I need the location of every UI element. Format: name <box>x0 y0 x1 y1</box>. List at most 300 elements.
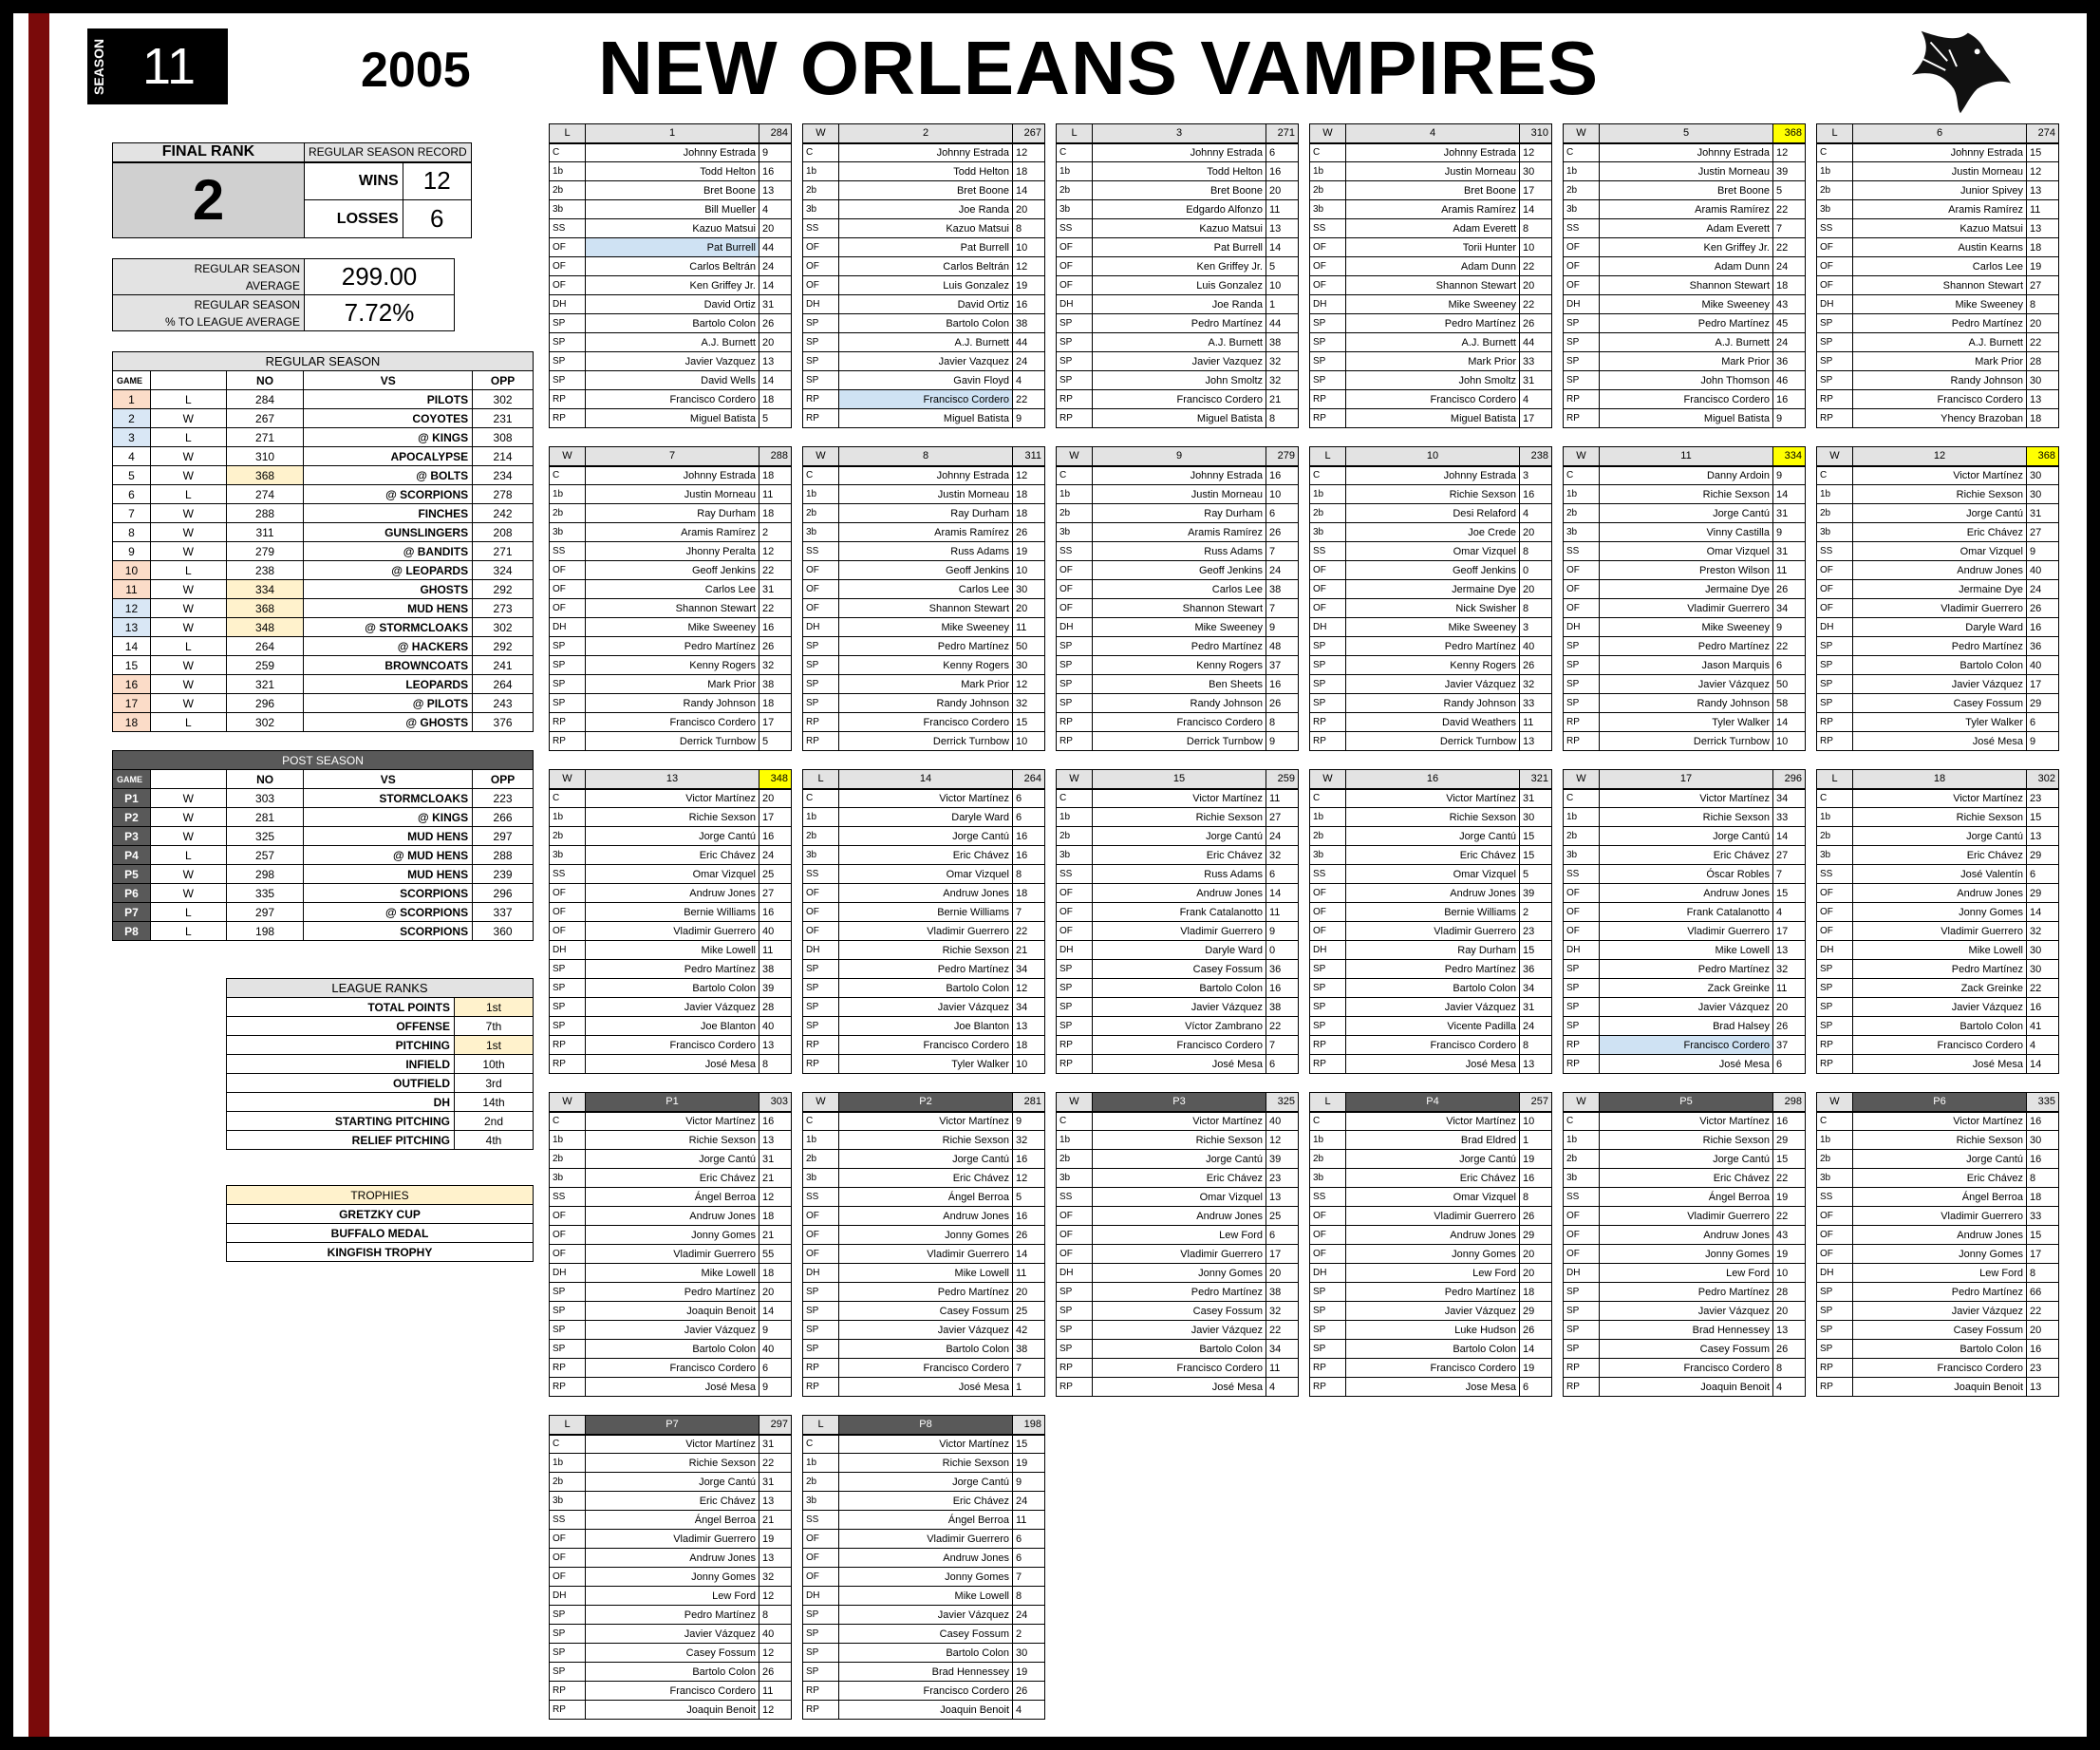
lineup-row <box>803 371 1045 390</box>
game-result-badge: L <box>1817 124 1853 143</box>
game-opponent: @ LEOPARDS <box>304 561 473 580</box>
lineup-points: 29 <box>1773 1131 1806 1150</box>
game-box-total: 334 <box>1773 447 1806 466</box>
rank-category: OUTFIELD <box>227 1074 455 1093</box>
lineup-player: Ray Durham <box>1346 941 1520 960</box>
game-box-label: P1 <box>586 1093 759 1112</box>
lineup-position: 3b <box>550 1169 586 1188</box>
lineup-position: 1b <box>550 808 586 827</box>
lineup-points: 15 <box>2027 143 2059 162</box>
lineup-position: DH <box>1057 1264 1093 1283</box>
lineup-player: Javier Vázquez <box>839 998 1013 1017</box>
lineup-position: RP <box>1817 713 1853 732</box>
lineup-player: Ken Griffey Jr. <box>1600 238 1773 257</box>
lineup-position: 3b <box>1817 846 1853 865</box>
lineup-player: Richie Sexson <box>839 941 1013 960</box>
lineup-player: Todd Helton <box>1093 162 1266 181</box>
lineup-position: SS <box>550 865 586 884</box>
lineup-row <box>1310 922 1552 941</box>
lineup-points: 32 <box>1266 352 1299 371</box>
regular-season-row <box>113 618 534 637</box>
lineup-player: Eric Chávez <box>1346 1169 1520 1188</box>
lineup-position: SP <box>550 1606 586 1625</box>
post-col-game: GAME <box>113 770 151 789</box>
game-result-badge: W <box>550 770 586 789</box>
lineup-position: OF <box>550 1530 586 1549</box>
lineup-points: 40 <box>2027 561 2059 580</box>
lineup-row <box>803 1606 1045 1625</box>
lineup-player: Casey Fossum <box>1093 1302 1266 1321</box>
post-col-no: NO <box>226 770 304 789</box>
lineup-row <box>1310 295 1552 314</box>
lineup-position: C <box>550 466 586 485</box>
lineup-points: 8 <box>1520 542 1552 561</box>
lineup-player: Victor Martínez <box>1853 466 2027 485</box>
lineup-player: Randy Johnson <box>1600 694 1773 713</box>
lineup-points: 26 <box>1773 1340 1806 1359</box>
lineup-player: Justin Morneau <box>586 485 759 504</box>
trophy-row <box>227 1205 534 1224</box>
lineup-position: OF <box>1817 599 1853 618</box>
lineup-row <box>550 1473 792 1492</box>
lineup-position: SP <box>1057 1340 1093 1359</box>
lineup-row <box>1817 732 2059 751</box>
lineup-player: Francisco Cordero <box>839 390 1013 409</box>
lineup-row <box>803 1568 1045 1587</box>
lineup-player: Pedro Martínez <box>1093 637 1266 656</box>
lineup-position: RP <box>550 713 586 732</box>
lineup-points: 8 <box>759 1606 792 1625</box>
lineup-position: 2b <box>1564 504 1600 523</box>
lineup-row <box>1817 409 2059 428</box>
lineup-player: Javier Vázquez <box>1600 675 1773 694</box>
season-number: 11 <box>141 38 197 95</box>
lineup-position: SP <box>1057 637 1093 656</box>
lineup-points: 22 <box>1520 295 1552 314</box>
game-opponent: @ BOLTS <box>304 466 473 485</box>
lineup-row <box>550 1359 792 1378</box>
lineup-position: C <box>1057 143 1093 162</box>
team-name: NEW ORLEANS VAMPIRES <box>598 26 1600 110</box>
game-number: 15 <box>113 656 151 675</box>
lineup-position: 3b <box>1057 200 1093 219</box>
rank-value: 2nd <box>455 1112 534 1131</box>
game-opponent: APOCALYPSE <box>304 447 473 466</box>
lineup-row <box>1310 143 1552 162</box>
lineup-row <box>1564 352 1806 371</box>
league-ranks <box>226 978 534 1150</box>
lineup-player: Francisco Cordero <box>586 1036 759 1055</box>
lineup-points: 17 <box>1520 181 1552 200</box>
lineup-player: Carlos Lee <box>839 580 1013 599</box>
lineup-player: Eric Chávez <box>586 1169 759 1188</box>
lineup-position: OF <box>550 903 586 922</box>
post-game-score: 257 <box>226 846 304 865</box>
game-result-badge: W <box>1564 124 1600 143</box>
lineup-player: Brad Halsey <box>1600 1017 1773 1036</box>
lineup-row <box>1564 200 1806 219</box>
post-game-number: P5 <box>113 865 151 884</box>
lineup-row <box>1564 1283 1806 1302</box>
lineup-position: DH <box>803 941 839 960</box>
game-box-header <box>1817 447 2059 466</box>
lineup-row <box>803 656 1045 675</box>
lineup-position: SP <box>1817 960 1853 979</box>
lineup-points: 19 <box>1520 1359 1552 1378</box>
lineup-points: 31 <box>759 1473 792 1492</box>
lineup-position: SP <box>803 1625 839 1644</box>
lineup-player: Mike Lowell <box>839 1264 1013 1283</box>
lineup-row <box>1310 352 1552 371</box>
post-game-result: W <box>150 827 226 846</box>
lineup-points: 20 <box>1266 1264 1299 1283</box>
lineup-player: Francisco Cordero <box>586 1359 759 1378</box>
lineup-position: C <box>1564 1112 1600 1131</box>
lineup-points: 3 <box>1520 466 1552 485</box>
lineup-points: 30 <box>1520 162 1552 181</box>
game-opp-score: 302 <box>473 618 534 637</box>
lineup-position: 3b <box>550 200 586 219</box>
lineup-position: OF <box>803 1226 839 1245</box>
lineup-points: 37 <box>1773 1036 1806 1055</box>
lineup-player: Randy Johnson <box>839 694 1013 713</box>
game-opp-score: 241 <box>473 656 534 675</box>
lineup-points: 20 <box>1013 200 1045 219</box>
lineup-row <box>550 1131 792 1150</box>
lineup-position: OF <box>1817 922 1853 941</box>
game-result: W <box>150 542 226 561</box>
lineup-position: OF <box>803 238 839 257</box>
post-game-score: 198 <box>226 922 304 941</box>
lineup-points: 7 <box>1266 599 1299 618</box>
lineup-points: 28 <box>759 998 792 1017</box>
rank-category: STARTING PITCHING <box>227 1112 455 1131</box>
lineup-position: C <box>803 466 839 485</box>
lineup-points: 48 <box>1266 637 1299 656</box>
lineup-position: DH <box>1057 941 1093 960</box>
lineup-row <box>1057 922 1299 941</box>
lineup-row <box>1564 1055 1806 1074</box>
lineup-player: Daryle Ward <box>1853 618 2027 637</box>
lineup-points: 20 <box>1013 599 1045 618</box>
lineup-row <box>550 713 792 732</box>
lineup-points: 32 <box>1266 1302 1299 1321</box>
lineup-position: C <box>1817 143 1853 162</box>
lineup-player: Vladimir Guerrero <box>1346 1207 1520 1226</box>
lineup-points: 33 <box>1520 694 1552 713</box>
lineup-player: Johnny Estrada <box>586 143 759 162</box>
lineup-row <box>1817 1264 2059 1283</box>
lineup-points: 16 <box>759 1112 792 1131</box>
lineup-position: RP <box>1310 713 1346 732</box>
lineup-position: SS <box>1817 542 1853 561</box>
lineup-player: Carlos Beltrán <box>586 257 759 276</box>
col-game: GAME <box>113 371 151 390</box>
lineup-points: 40 <box>2027 656 2059 675</box>
lineup-position: DH <box>1817 941 1853 960</box>
lineup-points: 6 <box>1013 789 1045 808</box>
lineup-player: A.J. Burnett <box>1853 333 2027 352</box>
lineup-points: 58 <box>1773 694 1806 713</box>
lineup-position: SP <box>803 1017 839 1036</box>
trophy-name: BUFFALO MEDAL <box>227 1224 534 1243</box>
final-rank-label: FINAL RANK <box>113 143 305 162</box>
lineup-position: SP <box>550 979 586 998</box>
lineup-position: 3b <box>1310 523 1346 542</box>
lineup-points: 16 <box>1266 466 1299 485</box>
lineup-points: 26 <box>1013 1682 1045 1701</box>
game-box-header <box>1057 447 1299 466</box>
lineup-position: SP <box>803 979 839 998</box>
lineup-player: Jhonny Peralta <box>586 542 759 561</box>
lineup-position: SP <box>1310 1321 1346 1340</box>
lineup-points: 3 <box>1520 618 1552 637</box>
lineup-position: 2b <box>550 827 586 846</box>
lineup-points: 22 <box>1773 238 1806 257</box>
lineup-player: A.J. Burnett <box>1600 333 1773 352</box>
lineup-position: 1b <box>1817 162 1853 181</box>
lineup-player: Eric Chávez <box>1600 1169 1773 1188</box>
lineup-position: SP <box>803 960 839 979</box>
lineup-points: 9 <box>2027 542 2059 561</box>
lineup-row <box>803 789 1045 808</box>
lineup-position: 2b <box>1310 504 1346 523</box>
lineup-position: OF <box>1310 1207 1346 1226</box>
lineup-row <box>1564 580 1806 599</box>
lineup-row <box>1564 276 1806 295</box>
lineup-points: 16 <box>1013 846 1045 865</box>
lineup-row <box>1057 162 1299 181</box>
lineup-player: Vladimir Guerrero <box>586 1245 759 1264</box>
lineup-points: 18 <box>1013 884 1045 903</box>
lineup-row <box>1817 941 2059 960</box>
lineup-position: SP <box>1817 352 1853 371</box>
lineup-position: C <box>803 1112 839 1131</box>
lineup-position: RP <box>1057 1378 1093 1397</box>
lineup-row <box>1310 1112 1552 1131</box>
lineup-position: SP <box>550 314 586 333</box>
lineup-row <box>1564 1302 1806 1321</box>
lineup-row <box>1564 523 1806 542</box>
game-number: 4 <box>113 447 151 466</box>
post-game-opp-score: 360 <box>473 922 534 941</box>
lineup-position: SS <box>1564 219 1600 238</box>
lineup-points: 31 <box>759 295 792 314</box>
lineup-position: OF <box>1817 561 1853 580</box>
lineup-player: Pedro Martínez <box>839 960 1013 979</box>
lineup-player: Francisco Cordero <box>1853 390 2027 409</box>
lineup-position: SS <box>1817 1188 1853 1207</box>
game-opp-score: 324 <box>473 561 534 580</box>
lineup-points: 14 <box>1520 1340 1552 1359</box>
lineup-player: Desi Relaford <box>1346 504 1520 523</box>
lineup-points: 4 <box>1013 371 1045 390</box>
post-game-opponent: SCORPIONS <box>304 884 473 903</box>
lineup-points: 24 <box>759 846 792 865</box>
lineup-row <box>803 504 1045 523</box>
lineup-player: Ray Durham <box>586 504 759 523</box>
game-number: 2 <box>113 409 151 428</box>
lineup-player: Óscar Robles <box>1600 865 1773 884</box>
lineup-row <box>1564 561 1806 580</box>
lineup-points: 20 <box>759 789 792 808</box>
post-game-number: P2 <box>113 808 151 827</box>
lineup-player: Andruw Jones <box>1853 561 2027 580</box>
lineup-points: 38 <box>759 960 792 979</box>
lineup-points: 9 <box>759 1378 792 1397</box>
lineup-player: Kazuo Matsui <box>586 219 759 238</box>
game-opponent: @ HACKERS <box>304 637 473 656</box>
lineup-points: 18 <box>1520 1283 1552 1302</box>
lineup-row <box>550 409 792 428</box>
lineup-player: Victor Martínez <box>1093 1112 1266 1131</box>
lineup-player: Bret Boone <box>1600 181 1773 200</box>
lineup-points: 11 <box>759 941 792 960</box>
lineup-points: 26 <box>759 314 792 333</box>
lineup-row <box>803 1682 1045 1701</box>
game-result: W <box>150 599 226 618</box>
post-game-opponent: MUD HENS <box>304 865 473 884</box>
game-box-label: 5 <box>1600 124 1773 143</box>
lineup-row <box>1310 466 1552 485</box>
lineup-points: 16 <box>1013 1150 1045 1169</box>
game-box <box>1816 769 2059 1074</box>
lineup-player: Bartolo Colon <box>1853 1017 2027 1036</box>
post-season-row <box>113 922 534 941</box>
lineup-player: Eric Chávez <box>1853 1169 2027 1188</box>
game-box-label: 2 <box>839 124 1013 143</box>
lineup-player: Pedro Martínez <box>1600 960 1773 979</box>
lineup-points: 8 <box>1013 219 1045 238</box>
lineup-points: 38 <box>1266 580 1299 599</box>
lineup-position: OF <box>1817 903 1853 922</box>
lineup-points: 11 <box>1773 561 1806 580</box>
game-result-badge: W <box>1564 770 1600 789</box>
lineup-points: 15 <box>1013 1435 1045 1454</box>
lineup-points: 13 <box>759 1549 792 1568</box>
lineup-points: 20 <box>1520 1245 1552 1264</box>
lineup-points: 13 <box>2027 1378 2059 1397</box>
lineup-row <box>803 295 1045 314</box>
lineup-row <box>1564 1378 1806 1397</box>
lineup-points: 40 <box>1520 637 1552 656</box>
lineup-player: Joaquin Benoit <box>586 1302 759 1321</box>
lineup-position: SP <box>1564 1321 1600 1340</box>
lineup-points: 27 <box>2027 523 2059 542</box>
lineup-points: 15 <box>1013 713 1045 732</box>
lineup-row <box>550 846 792 865</box>
game-opponent: FINCHES <box>304 504 473 523</box>
post-game-score: 325 <box>226 827 304 846</box>
rank-value: 4th <box>455 1131 534 1150</box>
lineup-row <box>1817 580 2059 599</box>
lineup-points: 42 <box>1013 1321 1045 1340</box>
lineup-position: SP <box>1057 1302 1093 1321</box>
lineup-points: 21 <box>759 1511 792 1530</box>
lineup-player: Javier Vázquez <box>1346 998 1520 1017</box>
lineup-position: 2b <box>1057 181 1093 200</box>
game-box-total: 257 <box>1520 1093 1552 1112</box>
lineup-player: Pedro Martínez <box>586 960 759 979</box>
lineup-points: 5 <box>1773 181 1806 200</box>
lineup-row <box>1564 1226 1806 1245</box>
lineup-player: Bartolo Colon <box>839 1340 1013 1359</box>
lineup-position: SS <box>803 1188 839 1207</box>
lineup-player: Mark Prior <box>839 675 1013 694</box>
rank-value: 14th <box>455 1093 534 1112</box>
lineup-player: Javier Vazquez <box>1093 352 1266 371</box>
game-score: 279 <box>226 542 304 561</box>
lineup-row <box>1564 827 1806 846</box>
lineup-player: Victor Martínez <box>1600 1112 1773 1131</box>
lineup-player: Zack Greinke <box>1853 979 2027 998</box>
lineup-player: Richie Sexson <box>1853 808 2027 827</box>
lineup-position: 2b <box>803 827 839 846</box>
lineup-position: SP <box>803 333 839 352</box>
lineup-player: Ray Durham <box>1093 504 1266 523</box>
lineup-position: 3b <box>1817 200 1853 219</box>
lineup-player: Bartolo Colon <box>586 314 759 333</box>
lineup-points: 33 <box>1773 808 1806 827</box>
lineup-points: 18 <box>759 466 792 485</box>
lineup-position: RP <box>550 1055 586 1074</box>
lineup-position: SP <box>1057 979 1093 998</box>
lineup-row <box>1564 504 1806 523</box>
lineup-points: 26 <box>1013 1226 1045 1245</box>
lineup-points: 7 <box>1013 903 1045 922</box>
lineup-row <box>1310 1188 1552 1207</box>
lineup-position: RP <box>1057 713 1093 732</box>
lineup-points: 12 <box>1013 979 1045 998</box>
game-box <box>549 446 792 751</box>
lineup-points: 28 <box>2027 352 2059 371</box>
lineup-player: José Mesa <box>1093 1378 1266 1397</box>
lineup-position: SP <box>803 1302 839 1321</box>
lineup-points: 18 <box>1013 162 1045 181</box>
lineup-row <box>550 219 792 238</box>
lineup-position: RP <box>1057 1359 1093 1378</box>
lineup-player: Pedro Martínez <box>1853 314 2027 333</box>
lineup-player: Bernie Williams <box>839 903 1013 922</box>
lineup-row <box>1564 694 1806 713</box>
lineup-position: C <box>1564 789 1600 808</box>
lineup-position: SP <box>1817 1321 1853 1340</box>
lineup-row <box>1310 542 1552 561</box>
post-game-result: L <box>150 903 226 922</box>
game-result-badge: W <box>803 1093 839 1112</box>
lineup-position: 1b <box>803 162 839 181</box>
lineup-points: 13 <box>1266 219 1299 238</box>
game-box <box>1309 769 1552 1074</box>
lineup-row <box>1817 485 2059 504</box>
lineup-row <box>550 295 792 314</box>
post-game-opp-score: 297 <box>473 827 534 846</box>
lineup-row <box>1310 637 1552 656</box>
game-score: 288 <box>226 504 304 523</box>
lineup-position: 1b <box>803 1454 839 1473</box>
lineup-row <box>1310 884 1552 903</box>
lineup-row <box>1310 694 1552 713</box>
lineup-player: Kazuo Matsui <box>1093 219 1266 238</box>
lineup-row <box>1817 637 2059 656</box>
lineup-position: OF <box>1310 1226 1346 1245</box>
lineup-row <box>803 998 1045 1017</box>
game-opponent: @ KINGS <box>304 428 473 447</box>
lineup-points: 7 <box>1013 1359 1045 1378</box>
lineup-player: Geoff Jenkins <box>1093 561 1266 580</box>
lineup-position: OF <box>803 1530 839 1549</box>
lineup-row <box>803 884 1045 903</box>
